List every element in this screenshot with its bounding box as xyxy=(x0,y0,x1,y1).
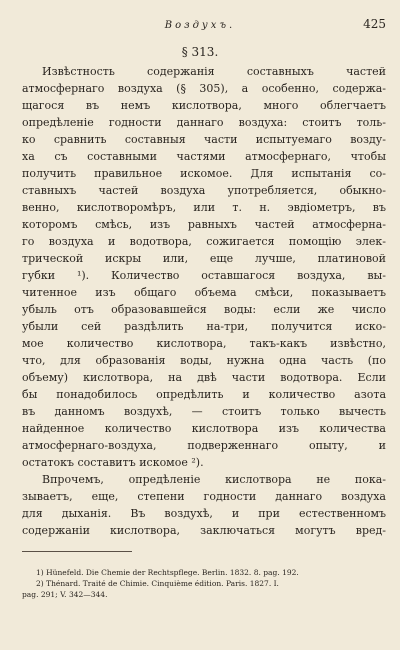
running-header: Воздухъ. xyxy=(164,20,236,31)
body-line: убыль отъ образовавшейся воды: если же число xyxy=(22,303,386,316)
body-line: ко сравнить составныя части испытуемаго возду- xyxy=(22,133,386,146)
page-number: 425 xyxy=(363,17,386,31)
section-heading: § 313. xyxy=(181,45,219,59)
body-line: получить правильное искомое. Для испытанія со- xyxy=(22,167,386,180)
body-line: что, для образованія воды, нужна одна часть (по xyxy=(22,354,386,367)
body-line: опредѣленіе годности даннаго воздуха: стоитъ толь- xyxy=(22,116,386,129)
body-line: бы понадобилось опредѣлить и количество азота xyxy=(22,388,386,401)
body-line: ставныхъ частей воздуха употребляется, обыкно- xyxy=(22,184,386,197)
body-line: ха съ составными частями атмосфернаго, чтобы xyxy=(22,150,386,163)
body-line: которомъ смѣсь, изъ равныхъ частей атмосферна- xyxy=(22,218,386,231)
footnote-line: 1) Hünefeld. Die Chemie der Rechtspflege. Berlin. 1832. 8. pag. 192. xyxy=(36,568,299,577)
body-line: Впрочемъ, опредѣленіе кислотвора не пока- xyxy=(42,473,386,486)
body-line: зываетъ, еще, степени годности даннаго воздуха xyxy=(22,490,386,503)
body-line: трической искры или, еще лучше, платиновой xyxy=(22,252,386,265)
body-line: остатокъ составитъ искомое ²). xyxy=(22,456,204,469)
body-line: венно, кислотворомѣръ, или т. н. эвдіометръ, въ xyxy=(22,201,386,214)
body-line: содержаніи кислотвора, заключаться могутъ вред- xyxy=(22,524,386,537)
body-line: въ данномъ воздухѣ, — стоитъ только вычесть xyxy=(22,405,386,418)
footnote-line: 2) Thénard. Traité de Chimie. Cinquième édition. Paris. 1827. I. xyxy=(36,579,279,588)
footnote-rule xyxy=(22,551,132,552)
body-line: щагося въ немъ кислотвора, много облегчаетъ xyxy=(22,99,386,112)
footnotes xyxy=(22,567,386,600)
body-line: объему) кислотвора, на двѣ части водотвора. Если xyxy=(22,371,386,384)
body-line: губки ¹). Количество оставшагося воздуха, вы- xyxy=(22,269,386,282)
body-text xyxy=(22,63,386,539)
body-line: Извѣстность содержанія составныхъ частей xyxy=(42,65,386,78)
body-line: для дыханія. Въ воздухѣ, и при естественномъ xyxy=(22,507,386,520)
body-line: атмосфернаго-воздуха, подверженнаго опыту, и xyxy=(22,439,386,452)
body-line: мое количество кислотвора, такъ-какъ извѣстно, xyxy=(22,337,386,350)
body-line: убыли сей раздѣлить на-три, получится иско- xyxy=(22,320,386,333)
body-line: го воздуха и водотвора, сожигается помощію элек- xyxy=(22,235,386,248)
body-line: найденное количество кислотвора изъ количества xyxy=(22,422,386,435)
body-line: читенное изъ общаго объема смѣси, показываетъ xyxy=(22,286,386,299)
body-line: атмосфернаго воздуха (§ 305), а особенно, содержа- xyxy=(22,82,386,95)
footnote-line: pag. 291; V. 342—344. xyxy=(22,590,108,599)
